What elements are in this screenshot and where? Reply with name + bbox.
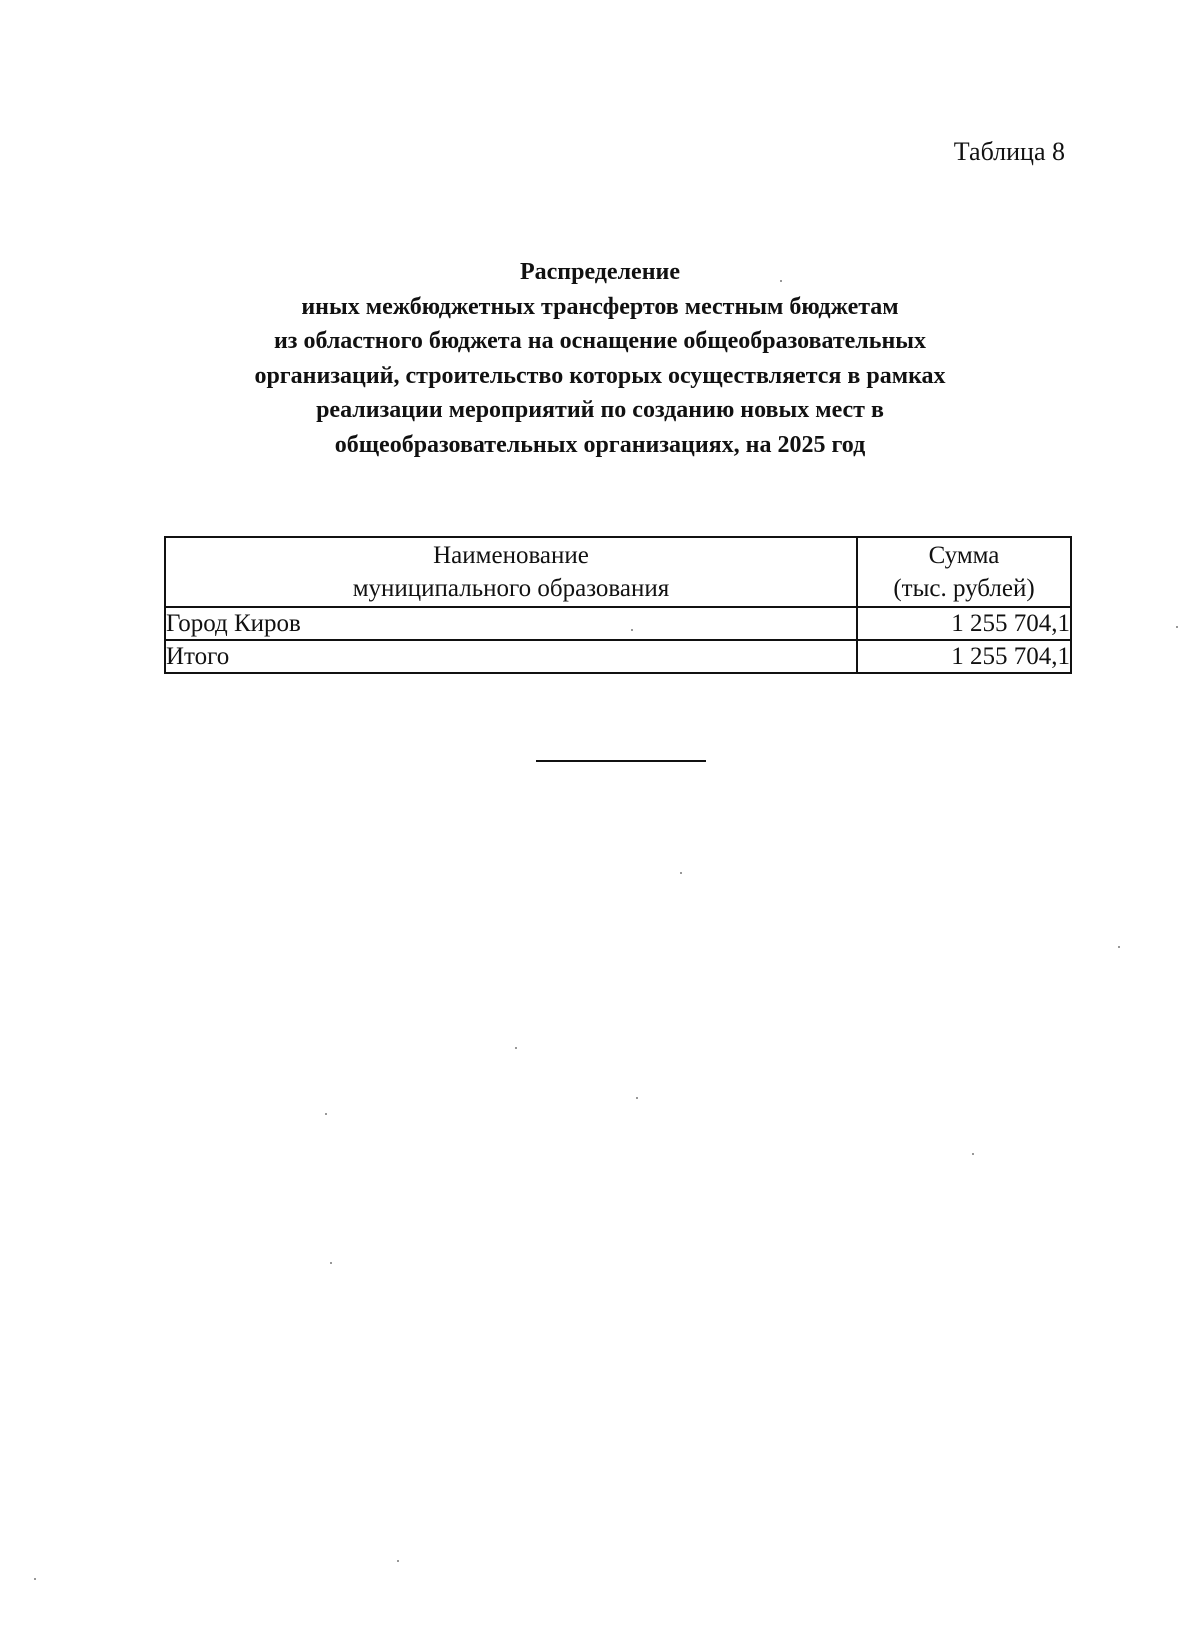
title-line: из областного бюджета на оснащение общеобразовательных	[273, 328, 927, 354]
scan-speck	[1176, 626, 1178, 628]
column-header-sum	[857, 537, 1071, 607]
scan-speck	[325, 1113, 327, 1115]
scan-speck	[1118, 946, 1120, 948]
table-number-label: Таблица 8	[953, 137, 1065, 166]
scan-speck	[780, 280, 782, 282]
column-header-municipality	[165, 537, 857, 607]
scan-speck	[680, 872, 682, 874]
total-label-cell: Итого	[165, 640, 857, 673]
table-row	[165, 607, 1071, 640]
scan-speck	[34, 1578, 36, 1580]
total-row	[165, 640, 1071, 673]
title-line: общеобразовательных организациях, на 2025 год	[334, 431, 866, 458]
scan-speck	[972, 1153, 974, 1155]
scan-speck	[397, 1560, 399, 1562]
title-line: Распределение	[519, 259, 681, 285]
scan-speck	[515, 1047, 517, 1049]
table-header-row	[165, 537, 1071, 607]
column-header-line: муниципального образования	[352, 575, 670, 602]
column-header-line: (тыс. рублей)	[893, 575, 1035, 602]
distribution-table	[164, 536, 1072, 674]
title-line: реализации мероприятий по созданию новых мест в	[316, 397, 884, 423]
title-line: организаций, строительство которых осуществляется в рамках	[254, 362, 946, 389]
title-line: иных межбюджетных трансфертов местным бюджетам	[301, 293, 899, 320]
municipality-cell: Город Киров	[165, 607, 857, 640]
document-title	[150, 255, 1050, 462]
scan-speck	[631, 629, 633, 631]
total-sum-cell: 1 255 704,1	[857, 640, 1071, 673]
end-of-document-rule	[536, 760, 706, 762]
scan-speck	[636, 1097, 638, 1099]
sum-cell: 1 255 704,1	[857, 607, 1071, 640]
column-header-line: Наименование	[433, 542, 589, 569]
column-header-line: Сумма	[928, 542, 1000, 569]
scan-speck	[330, 1262, 332, 1264]
